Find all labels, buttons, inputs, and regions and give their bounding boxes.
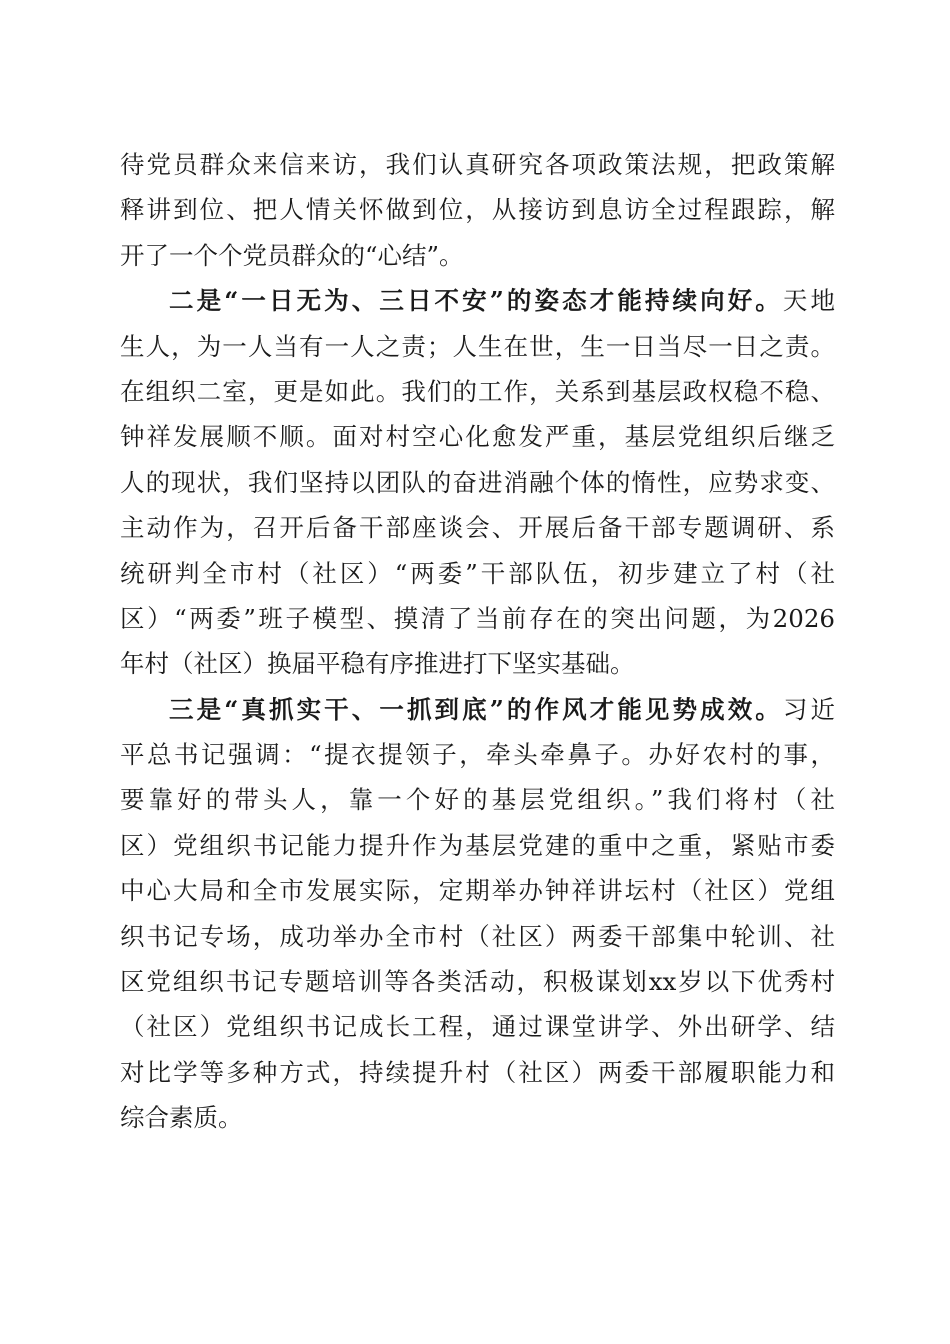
paragraph-1-line-1: 待党员群众来信来访，我们认真研究各项政策法规，把政策解: [120, 150, 835, 179]
paragraph-3-line-6: 织书记专场，成功举办全市村（社区）两委干部集中轮训、社: [120, 921, 835, 951]
paragraph-2-line-3: 在组织二室，更是如此。我们的工作，关系到基层政权稳不稳、: [120, 376, 835, 406]
paragraph-3-line-1: [120, 687, 835, 732]
paragraph-2-line-4: 钟祥发展顺不顺。面对村空心化愈发严重，基层党组织后继乏: [120, 422, 835, 452]
paragraph-2-line-6: 主动作为，召开后备干部座谈会、开展后备干部专题调研、系: [120, 513, 835, 543]
paragraph-3-line-2: 平总书记强调：“提衣提领子，牵头牵鼻子。办好农村的事，: [120, 740, 835, 770]
paragraph-2-line-8: 区）“两委”班子模型、摸清了当前存在的突出问题，为2026: [120, 603, 835, 633]
paragraph-2-line-7: 统研判全市村（社区）“两委”干部队伍，初步建立了村（社: [120, 558, 835, 588]
paragraph-2-lead: 二是“一日无为、三日不安”的姿态才能持续向好。: [169, 286, 783, 316]
paragraph-2-line-9: 年村（社区）换届平稳有序推进打下坚实基础。: [120, 649, 635, 679]
paragraph-3-line-8: （社区）党组织书记成长工程，通过课堂讲学、外出研学、结: [120, 1012, 835, 1042]
paragraph-3-line-3: 要靠好的带头人，靠一个好的基层党组织。”我们将村（社: [120, 785, 835, 815]
paragraph-2-line-2: 生人，为一人当有一人之责；人生在世，生一日当尽一日之责。: [120, 331, 835, 361]
paragraph-3-line-5: 中心大局和全市发展实际，定期举办钟祥讲坛村（社区）党组: [120, 876, 835, 906]
paragraph-2-line-5: 人的现状，我们坚持以团队的奋进消融个体的惰性，应势求变、: [120, 467, 835, 497]
paragraph-2-first-rest: 天地: [782, 286, 836, 316]
paragraph-1-line-3: 开了一个个党员群众的“心结”。: [120, 240, 464, 270]
paragraph-3-first-rest: 习近: [782, 694, 836, 724]
paragraph-3-lead: 三是“真抓实干、一抓到底”的作风才能见势成效。: [169, 694, 783, 724]
paragraph-3-line-4: 区）党组织书记能力提升作为基层党建的重中之重，紧贴市委: [120, 830, 835, 860]
paragraph-3-line-9: 对比学等多种方式，持续提升村（社区）两委干部履职能力和: [120, 1057, 835, 1087]
paragraph-3-line-10: 综合素质。: [120, 1103, 243, 1133]
paragraph-2-line-1: [120, 278, 835, 323]
paragraph-3-line-7: 区党组织书记专题培训等各类活动，积极谋划xx岁以下优秀村: [120, 967, 835, 997]
document-body: [120, 142, 835, 1141]
paragraph-1-line-2: 释讲到位、把人情关怀做到位，从接访到息访全过程跟踪，解: [120, 195, 835, 225]
